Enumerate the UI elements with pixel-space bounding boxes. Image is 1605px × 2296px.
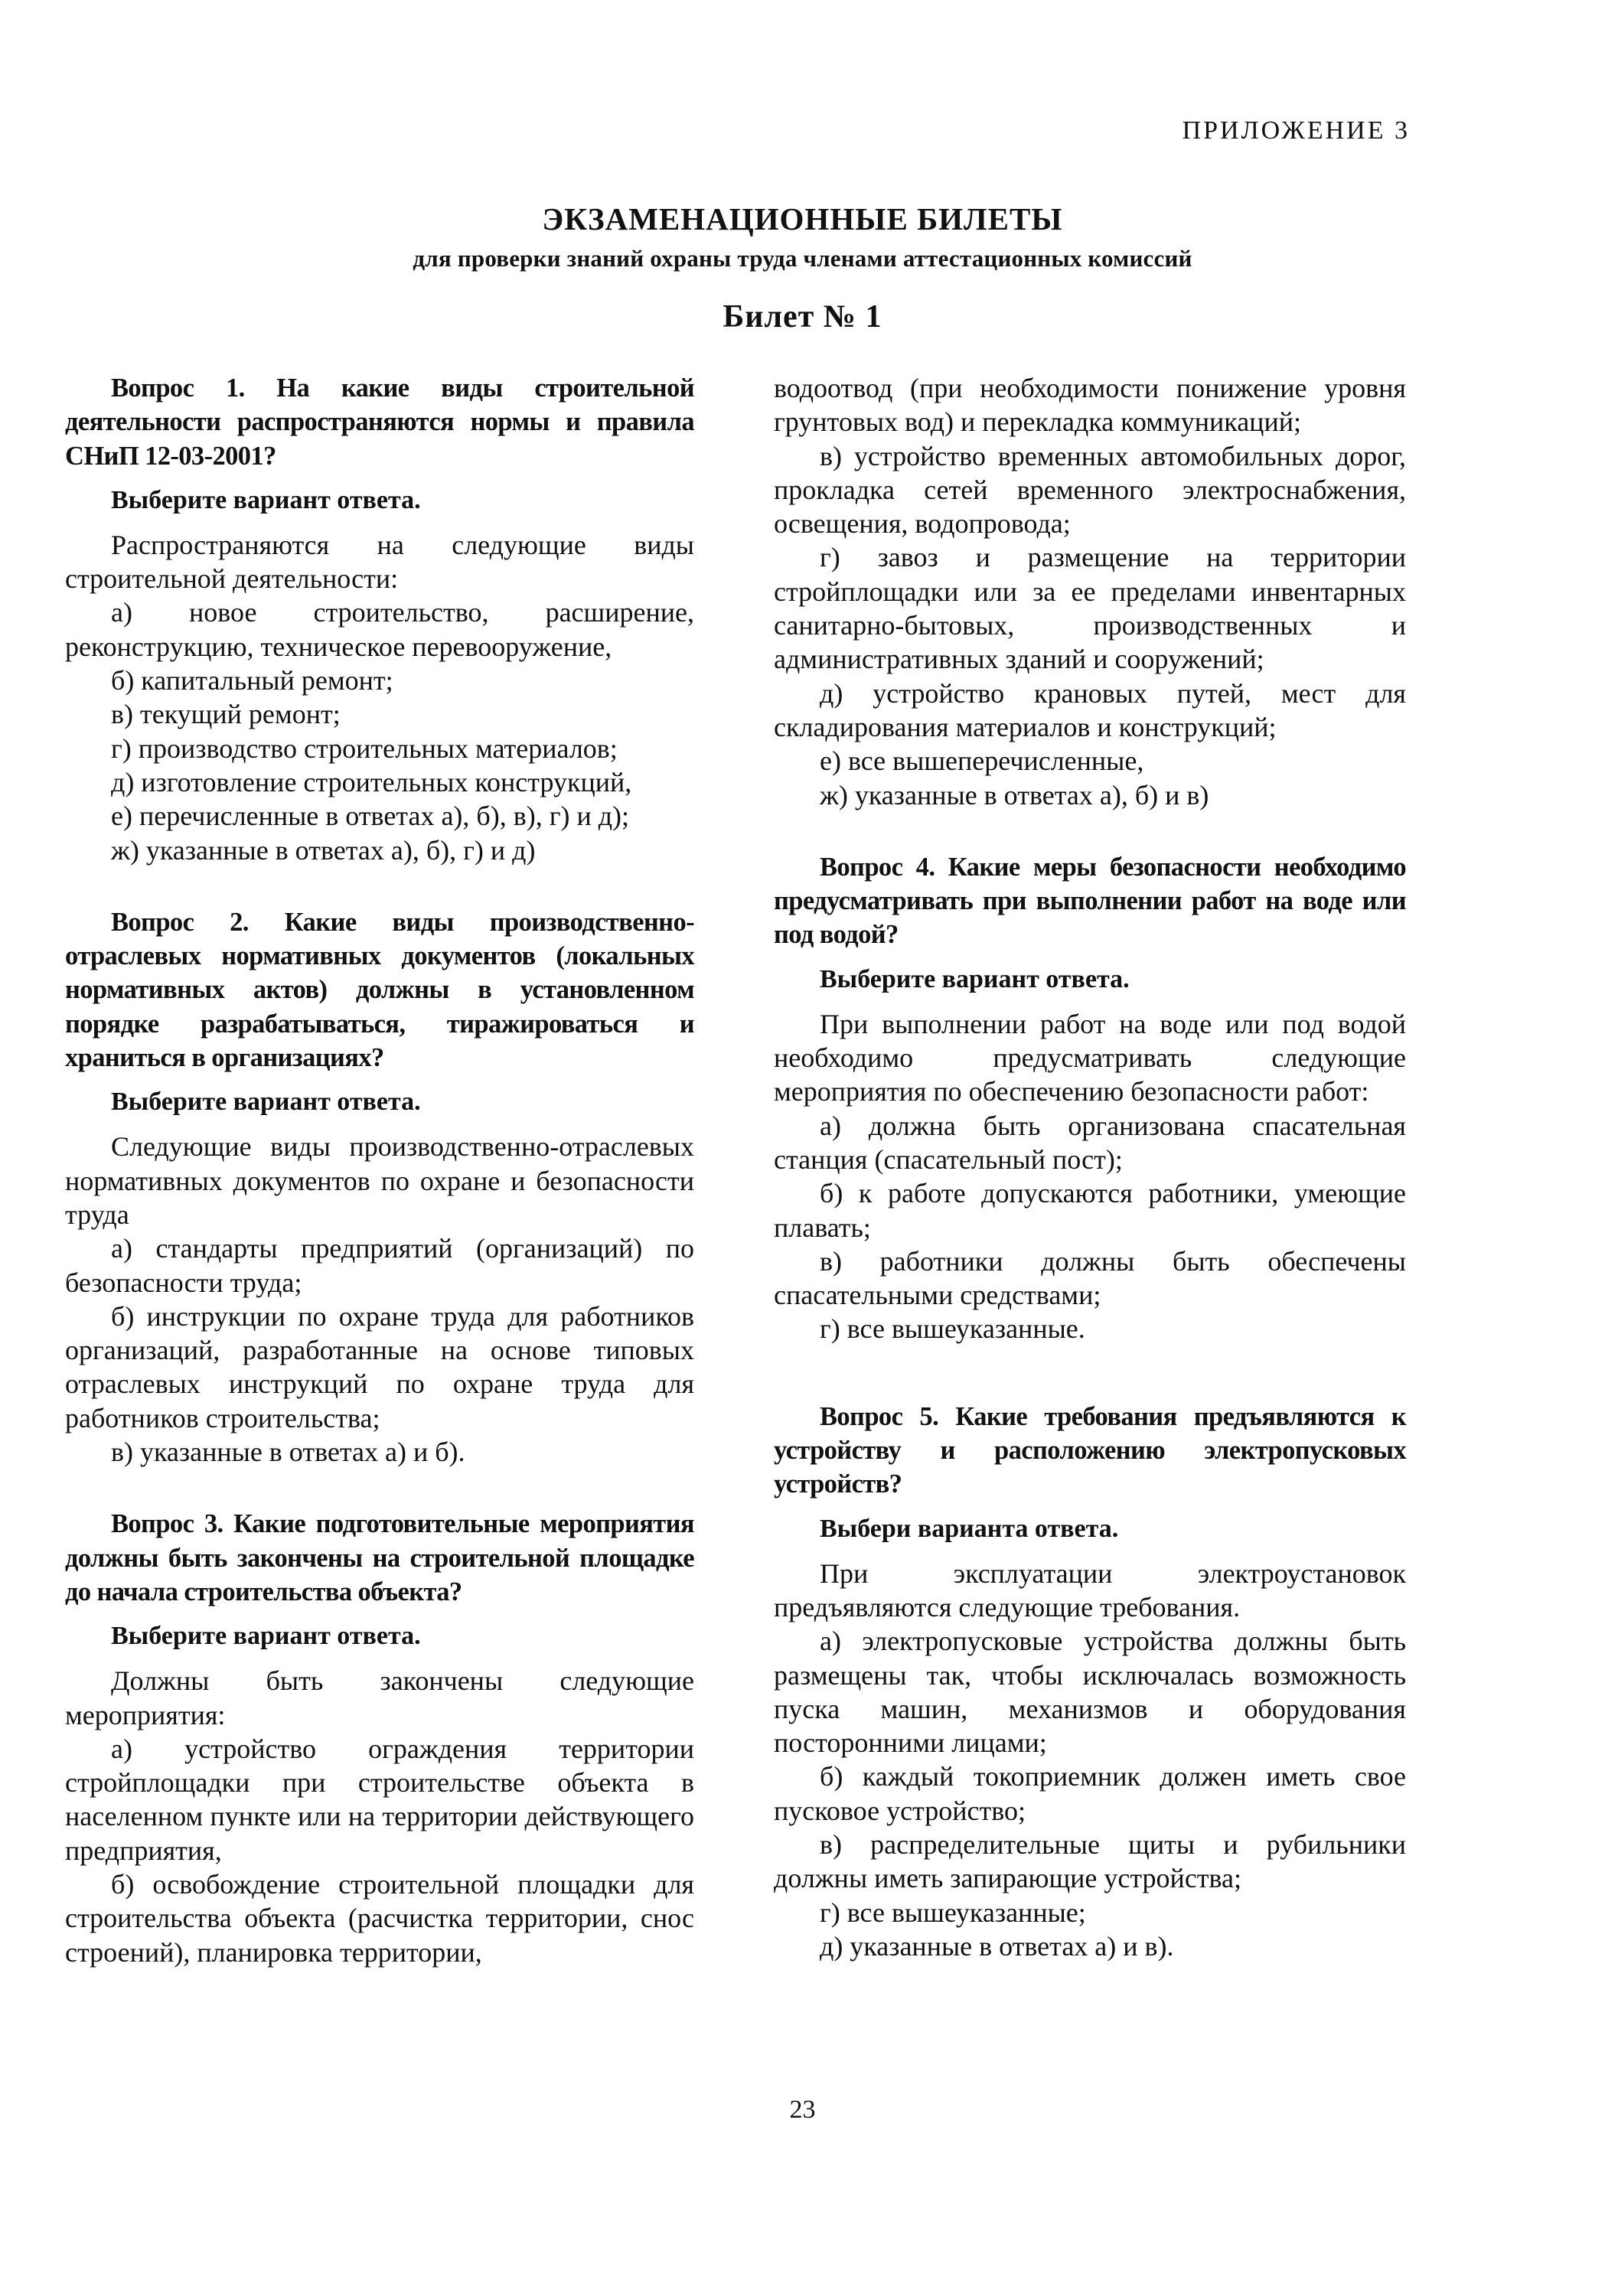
question-5: Вопрос 5. Какие требования предъявляются к устройству и расположению электропусковых устройств? [774,1401,1406,1499]
question-4-item-a: а) должна быть организована спасательная станция (спасательный пост); [774,1110,1406,1175]
question-3-item-v: в) устройство временных автомобильных дорог, прокладка сетей временного электроснабжения, освещения, водопровода; [774,440,1406,540]
question-1-item-v: в) текущий ремонт; [111,699,341,730]
question-1-item-g: г) производство строительных материалов; [111,732,618,764]
question-2-item-v: в) указанные в ответах а) и б). [111,1437,465,1468]
question-3-item-zh: ж) указанные в ответах а), б) и в) [820,779,1209,810]
question-5-item-v: в) распределительные щиты и рубильники должны иметь запирающие устройства; [774,1828,1406,1894]
spacer [65,1469,694,1507]
page-number: 23 [789,2095,816,2124]
spacer [774,812,1406,850]
question-1-intro: Распространяются на следующие виды строительной деятельности: [65,529,694,595]
question-4-intro: При выполнении работ на воде или под водой необходимо предусматривать следующие мероприятия по обеспечению безопасности работ: [774,1008,1406,1107]
document-subtitle: для проверки знаний охраны труда членами аттестационных комиссий [413,245,1192,272]
question-3-item-d: д) устройство крановых путей, мест для складирования материалов и конструкций; [774,677,1406,742]
question-5-choose: Выбери варианта ответа. [820,1514,1119,1543]
question-3-item-a: а) устройство ограждения территории стройплощадки при строительстве объекта в населенном пункте или на территории действующего предприятия, [65,1733,694,1866]
question-3-item-b: б) освобождение строительной площадки для строительства объекта (расчистка территории, снос строений), планировка территории, [65,1868,694,1968]
question-4-item-v: в) работники должны быть обеспечены спасательными средствами; [774,1245,1406,1311]
question-2-choose: Выберите вариант ответа. [111,1088,421,1117]
appendix-label: ПРИЛОЖЕНИЕ 3 [1182,116,1410,145]
left-column [65,371,694,1969]
question-1-choose: Выберите вариант ответа. [111,485,421,514]
question-1: Вопрос 1. На какие виды строительной деятельности распространяются нормы и правила СНиП 12-03-2001? [65,373,694,471]
question-1-item-d: д) изготовление строительных конструкций, [111,766,632,797]
question-3-item-g: г) завоз и размещение на территории стройплощадки или за ее пределами инвентарных санитарно-бытовых, производственных и административных зданий и сооружений; [774,542,1406,675]
question-1-item-b: б) капитальный ремонт; [111,665,393,696]
spacer [65,867,694,905]
ticket-title: Билет № 1 [723,299,882,334]
question-2-item-b: б) инструкции по охране труда для работников организаций, разработанные на основе типовых отраслевых инструкций по охране труда для работников строительства; [65,1300,694,1433]
question-4: Вопрос 4. Какие меры безопасности необходимо предусматривать при выполнении работ на воде или под водой? [774,852,1406,950]
question-4-item-g: г) все вышеуказанные. [820,1313,1085,1345]
question-2-item-a: а) стандарты предприятий (организаций) по безопасности труда; [65,1233,694,1298]
question-2: Вопрос 2. Какие виды производственно-отраслевых нормативных документов (локальных нормативных актов) должны в установленном порядке разрабатываться, тиражироваться и храниться в организациях? [65,907,694,1073]
question-5-item-d: д) указанные в ответах а) и в). [820,1930,1174,1962]
question-4-choose: Выберите вариант ответа. [820,964,1130,993]
question-5-item-a: а) электропусковые устройства должны быть размещены так, чтобы исключалась возможность пуска машин, механизмов и оборудования посторонними лицами; [774,1626,1406,1759]
question-3-continued: водоотвод (при необходимости понижение уровня грунтовых вод) и перекладка коммуникаций; [774,373,1406,438]
question-2-intro: Следующие виды производственно-отраслевых нормативных документов по охране и безопасности труда [65,1131,694,1230]
spacer [774,1346,1406,1400]
question-3-intro: Должны быть закончены следующие мероприятия: [65,1665,694,1730]
question-5-intro: При эксплуатации электроустановок предъявляются следующие требования. [774,1557,1406,1623]
question-1-item-zh: ж) указанные в ответах а), б), г) и д) [111,834,536,866]
question-5-item-b: б) каждый токоприемник должен иметь свое пусковое устройство; [774,1761,1406,1826]
document-title: ЭКЗАМЕНАЦИОННЫЕ БИЛЕТЫ [542,201,1063,236]
question-1-item-a: а) новое строительство, расширение, реконструкцию, техническое перевооружение, [65,597,694,662]
question-5-item-g: г) все вышеуказанные; [820,1896,1086,1928]
question-3-choose: Выберите вариант ответа. [111,1622,421,1651]
question-3: Вопрос 3. Какие подготовительные мероприятия должны быть закончены на строительной площадке до начала строительства объекта? [65,1509,694,1606]
question-1-item-e: е) перечисленные в ответах а), б), в), г) и д); [111,801,630,832]
question-4-item-b: б) к работе допускаются работники, умеющие плавать; [774,1178,1406,1243]
question-3-item-e: е) все вышеперечисленные, [820,745,1144,777]
right-column [774,371,1406,1963]
